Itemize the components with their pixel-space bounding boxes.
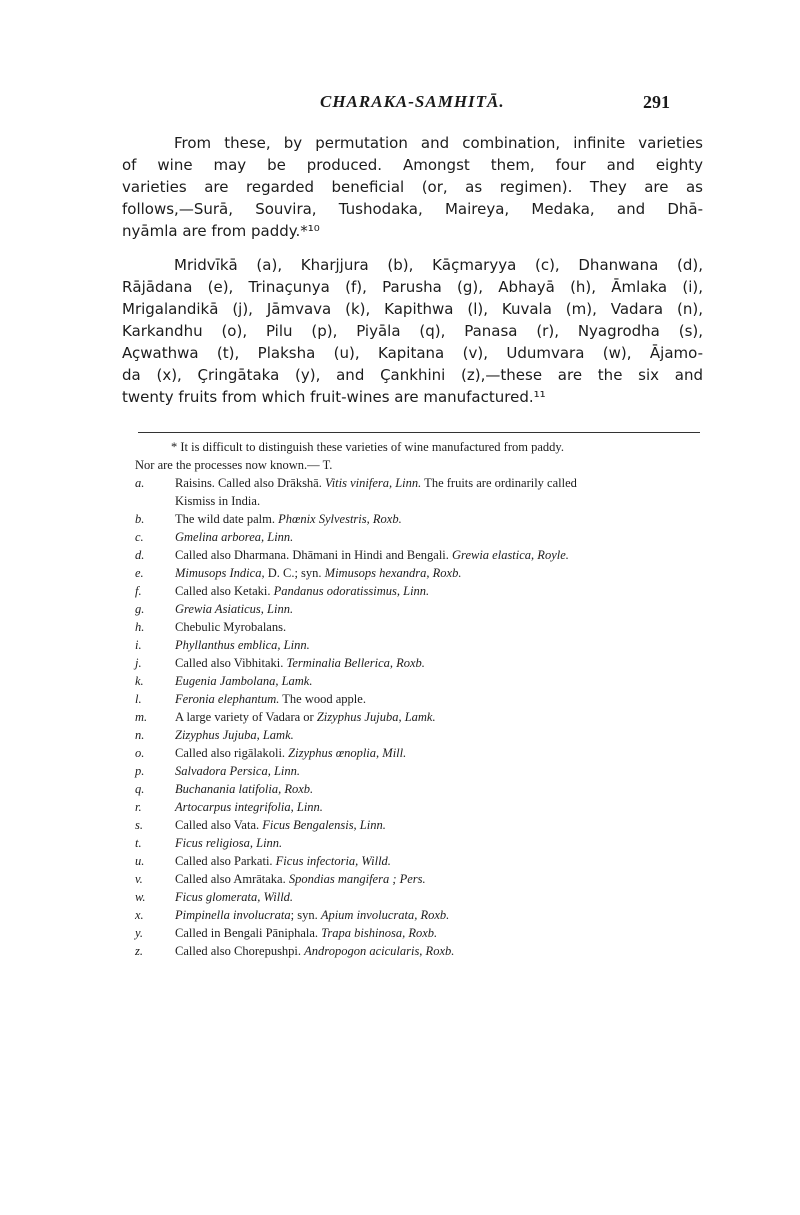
footnote-item (135, 726, 705, 744)
footnote-text (175, 726, 294, 744)
botanical-name: Phyllanthus emblica, Linn. (175, 638, 310, 652)
footnote-text (175, 762, 300, 780)
footnote-item (135, 708, 705, 726)
footnote-letter: o. (135, 746, 145, 760)
footnote-text (175, 888, 293, 906)
footnote-letter: x. (135, 908, 144, 922)
footnote-item (135, 744, 705, 762)
footnote-phrase: Raisins. Called also Drākshā. (175, 476, 325, 490)
footnote-phrase: The fruits are ordinarily called (421, 476, 577, 490)
footnote-text (175, 834, 282, 852)
text-line: Mridvīkā (a), Kharjjura (b), Kāçmaryya (c), Dhanwana (d), (174, 256, 703, 274)
text-line: varieties are regarded beneficial (or, as regimen). They are as (122, 178, 703, 196)
footnote-item (135, 600, 705, 618)
paragraph-fruit-wines (122, 254, 703, 408)
footnote-phrase: Called also Amrātaka. (175, 872, 289, 886)
text-line: Karkandhu (o), Pilu (p), Piyāla (q), Panasa (r), Nyagrodha (s), (122, 322, 703, 340)
footnote-text (175, 708, 436, 726)
footnote-text (175, 852, 391, 870)
botanical-name: Spondias mangifera ; Pers. (288, 872, 426, 886)
footnote-phrase: D. C.; syn. (264, 566, 325, 580)
footnote-star-line: * It is difficult to distinguish these varieties of wine manufactured from paddy. (171, 440, 564, 454)
botanical-name: Eugenia Jambolana, Lamk. (175, 674, 313, 688)
footnote-item (135, 924, 705, 942)
footnote-item (135, 654, 705, 672)
footnote-item (135, 870, 705, 888)
footnote-item (135, 798, 705, 816)
botanical-name: Ficus infectoria, Willd. (275, 854, 391, 868)
footnote-letter: v. (135, 872, 143, 886)
botanical-name: Gmelina arborea, Linn. (175, 530, 294, 544)
footnote-item (135, 510, 705, 528)
footnote-item (135, 564, 705, 582)
running-head (0, 92, 800, 116)
footnote-item (135, 672, 705, 690)
footnote-item (135, 942, 705, 960)
botanical-name: Buchanania latifolia, Roxb. (175, 782, 314, 796)
text-line: Açwathwa (t), Plaksha (u), Kapitana (v), Udumvara (w), Ājamo- (122, 344, 703, 362)
botanical-name: Grewia elastica, Royle. (452, 548, 569, 562)
footnote-item (135, 906, 705, 924)
footnote-letter: r. (135, 800, 142, 814)
footnote-text (175, 600, 293, 618)
text-line: Rājādana (e), Trinaçunya (f), Parusha (g), Abhayā (h), Āmlaka (i), (122, 278, 703, 296)
text-line: of wine may be produced. Amongst them, four and eighty (122, 156, 703, 174)
footnote-text (175, 906, 449, 924)
footnote-text (175, 942, 454, 960)
footnote-phrase: Chebulic Myrobalans. (175, 620, 287, 634)
footnotes (135, 438, 705, 960)
footnote-phrase: A large variety of Vadara or (175, 710, 317, 724)
botanical-name: Terminalia Bellerica, Roxb. (286, 656, 425, 670)
footnote-item (135, 546, 705, 564)
footnote-item (135, 780, 705, 798)
footnote-letter: i. (135, 638, 142, 652)
footnote-letter: d. (135, 548, 145, 562)
footnote-text (175, 924, 437, 942)
botanical-name: Trapa bishinosa, Roxb. (321, 926, 438, 940)
footnote-item (135, 618, 705, 636)
botanical-name: Ficus religiosa, Linn. (175, 836, 283, 850)
footnote-text (175, 582, 429, 600)
botanical-name: Zizyphus Jujuba, Lamk. (175, 728, 294, 742)
botanical-name: Phœnix Sylvestris, Roxb. (278, 512, 402, 526)
footnote-item (135, 762, 705, 780)
text-line: From these, by permutation and combination, infinite varieties (174, 134, 703, 152)
footnote-letter: j. (135, 656, 142, 670)
footnote-text (175, 672, 312, 690)
footnote-text (175, 870, 426, 888)
botanical-name: Feronia elephantum. (175, 692, 280, 706)
footnote-letter: s. (135, 818, 143, 832)
footnote-item (135, 834, 705, 852)
footnote-list (135, 474, 705, 960)
text-line: follows,—Surā, Souvira, Tushodaka, Maireya, Medaka, and Dhā- (122, 200, 703, 218)
footnote-phrase: Called also Ketaki. (175, 584, 274, 598)
footnote-star-line: Nor are the processes now known.— T. (135, 458, 333, 472)
footnote-phrase: Called also Vibhitaki. (175, 656, 287, 670)
footnote-letter: n. (135, 728, 145, 742)
footnote-letter: z. (135, 944, 143, 958)
botanical-name: Pandanus odoratissimus, Linn. (273, 584, 430, 598)
footnote-letter: h. (135, 620, 145, 634)
footnote-letter: c. (135, 530, 144, 544)
footnote-phrase: Called also Dharmana. Dhāmani in Hindi and Bengali. (175, 548, 453, 562)
footnote-item (135, 816, 705, 834)
footnote-phrase: Called also Parkati. (175, 854, 276, 868)
running-title: CHARAKA-SAMHITĀ. (320, 92, 505, 111)
text-line: twenty fruits from which fruit-wines are manufactured.¹¹ (122, 388, 546, 406)
footnote-text (175, 618, 286, 636)
footnote-letter: w. (135, 890, 146, 904)
botanical-name: Apium involucrata, Roxb. (320, 908, 450, 922)
footnote-item (135, 474, 705, 492)
footnote-text (175, 690, 366, 708)
botanical-name: Pimpinella involucrata (175, 908, 291, 922)
footnote-phrase: The wild date palm. (175, 512, 279, 526)
botanical-name: Vitis vinifera, Linn. (324, 476, 422, 490)
footnote-letter: e. (135, 566, 144, 580)
footnote-letter: p. (135, 764, 145, 778)
botanical-name: Andropogon acicularis, Roxb. (304, 944, 455, 958)
footnote-letter: b. (135, 512, 145, 526)
footnote-letter: u. (135, 854, 145, 868)
footnote-phrase: ; syn. (290, 908, 321, 922)
footnote-letter: t. (135, 836, 142, 850)
footnote-continuation: Kismiss in India. (175, 494, 261, 508)
footnote-item (135, 528, 705, 546)
footnote-letter: k. (135, 674, 144, 688)
botanical-name: Ficus glomerata, Willd. (175, 890, 294, 904)
footnote-letter: g. (135, 602, 145, 616)
footnote-item (135, 888, 705, 906)
text-line: Mrigalandikā (j), Jāmvava (k), Kapithwa (l), Kuvala (m), Vadara (n), (122, 300, 703, 318)
footnote-phrase: The wood apple. (279, 692, 366, 706)
paragraph-wine-varieties (122, 132, 703, 242)
footnote-divider (138, 432, 700, 433)
footnote-item (135, 690, 705, 708)
botanical-name: Zizyphus Jujuba, Lamk. (316, 710, 436, 724)
text-line: nyāmla are from paddy.*¹⁰ (122, 222, 320, 240)
footnote-item (135, 582, 705, 600)
footnote-text (175, 510, 402, 528)
footnote-item (135, 852, 705, 870)
botanical-name: Ficus Bengalensis, Linn. (262, 818, 386, 832)
botanical-name: Mimusops hexandra, Roxb. (324, 566, 462, 580)
footnote-letter: f. (135, 584, 142, 598)
footnote-letter: a. (135, 476, 145, 490)
footnote-phrase: Called also rigālakoli. (175, 746, 289, 760)
footnote-text (175, 474, 577, 492)
footnote-text (175, 780, 313, 798)
botanical-name: Artocarpus integrifolia, Linn. (175, 800, 323, 814)
text-line: da (x), Çringātaka (y), and Çankhini (z),—these are the six and (122, 366, 703, 384)
botanical-name: Mimusops Indica, (175, 566, 265, 580)
footnote-phrase: Called in Bengali Pāniphala. (175, 926, 322, 940)
footnote-letter: y. (135, 926, 143, 940)
footnote-text (175, 816, 386, 834)
botanical-name: Zizyphus œnoplia, Mill. (288, 746, 407, 760)
footnote-text (175, 636, 310, 654)
footnote-text (175, 798, 323, 816)
footnote-text (175, 528, 293, 546)
footnote-text (175, 654, 425, 672)
footnote-text (175, 546, 569, 564)
page-number: 291 (643, 92, 670, 112)
footnote-item (135, 636, 705, 654)
footnote-letter: m. (135, 710, 148, 724)
footnote-letter: l. (135, 692, 142, 706)
botanical-name: Salvadora Persica, Linn. (175, 764, 300, 778)
footnote-text (175, 564, 461, 582)
footnote-phrase: Called also Vata. (175, 818, 263, 832)
body-text (122, 132, 703, 408)
footnote-text (175, 744, 406, 762)
footnote-phrase: Called also Chorepushpi. (175, 944, 305, 958)
botanical-name: Grewia Asiaticus, Linn. (175, 602, 294, 616)
footnote-letter: q. (135, 782, 145, 796)
